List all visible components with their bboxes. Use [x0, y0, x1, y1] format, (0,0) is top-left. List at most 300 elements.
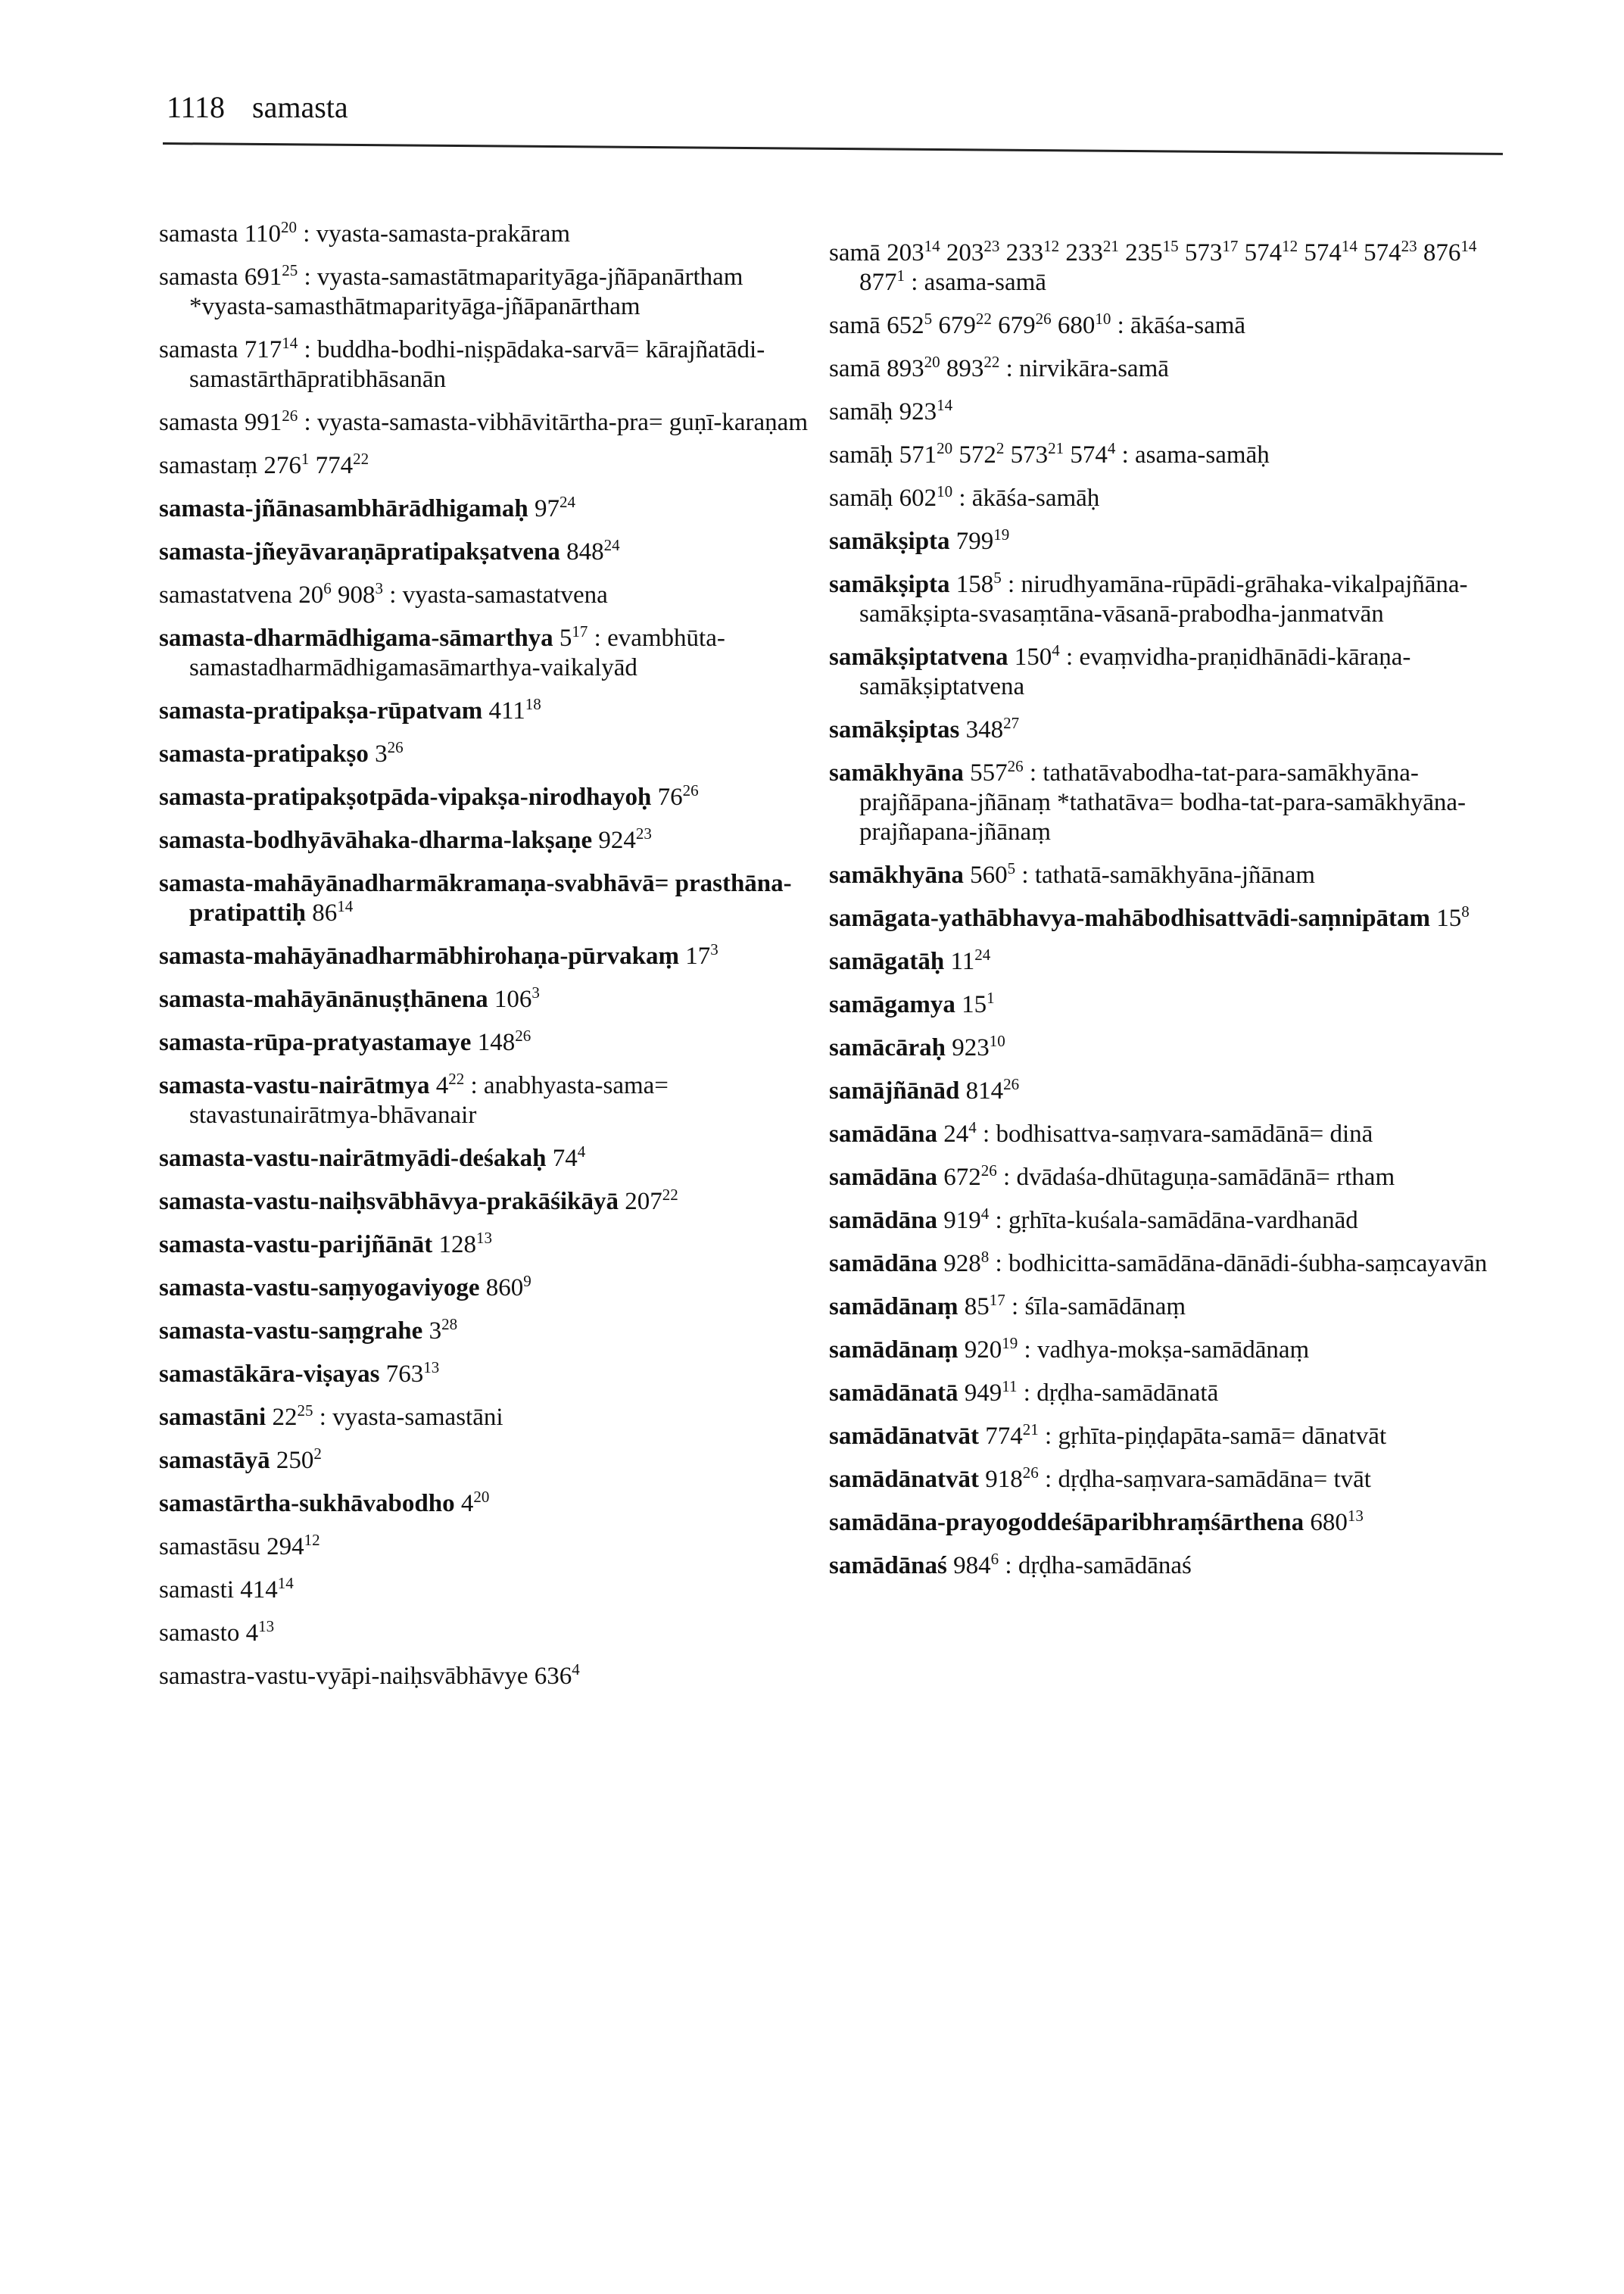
reference-page: 860	[485, 1274, 524, 1301]
reference-line: 20	[473, 1488, 490, 1506]
reference-line: 14	[282, 334, 298, 352]
entry-reference	[478, 1029, 531, 1056]
dictionary-entry	[829, 947, 1510, 977]
dictionary-entry: samākhyāna $557^{26}$ : tathatāvabodha-tat-para-samākhyāna-prajñāpana-jñānaṃ *tathatāva= bodha-tat-para-samākhyāna-prajñapana-jñānaṃ	[829, 757, 1467, 846]
dictionary-entry: samastatvena $20^6$ $908^3$ : vyasta-samastatvena	[159, 579, 608, 609]
reference-line: 5	[924, 310, 933, 328]
entry-reference	[946, 239, 1000, 266]
entry-reference	[245, 336, 298, 363]
reference-page: 207	[625, 1188, 662, 1215]
reference-line: 5	[993, 569, 1002, 587]
entry-headword: samādāna	[829, 1121, 938, 1148]
entry-headword: samasta-vastu-nairātmya	[159, 1072, 430, 1099]
reference-page: 76	[657, 784, 683, 811]
reference-line: 14	[924, 237, 940, 255]
dictionary-entry	[159, 1662, 825, 1691]
reference-page: 984	[953, 1552, 991, 1579]
reference-line: 26	[515, 1027, 531, 1045]
entry-reference	[1185, 239, 1239, 266]
entry-headword: samāgata-yathābhavya-mahābodhisattvādi-saṃnipātam	[829, 905, 1430, 932]
reference-line: 13	[258, 1617, 275, 1635]
entry-reference	[494, 983, 540, 1013]
entry-headword: samasta	[159, 409, 238, 436]
dictionary-entry	[159, 451, 825, 481]
entry-gloss: dṛḍha-saṃvara-samādāna= tvāt	[1058, 1466, 1371, 1493]
entry-headword: samastāsu	[159, 1533, 260, 1560]
entry-headword: samasta-jñānasambhārādhigamaḥ	[159, 495, 528, 522]
dictionary-entry	[159, 1144, 825, 1173]
reference-page: 574	[1070, 441, 1108, 469]
reference-page: 3	[429, 1317, 442, 1345]
entry-gloss: evaṃvidha-praṇidhānādi-kāraṇa-samākṣiptatvena	[859, 644, 1411, 700]
reference-line: 22	[662, 1186, 678, 1204]
dictionary-entry	[159, 1317, 825, 1346]
reference-page: 949	[964, 1379, 1002, 1407]
entry-reference	[461, 1490, 490, 1517]
entry-headword: samasta-pratipakṣo	[159, 740, 369, 768]
entry-gloss: dvādaśa-dhūtaguṇa-samādānā= rtham	[1016, 1164, 1395, 1191]
dictionary-entry	[159, 1028, 825, 1058]
reference-page: 4	[460, 1490, 474, 1517]
entry-reference	[899, 441, 953, 469]
reference-line: 22	[975, 310, 992, 328]
reference-page: 573	[1010, 441, 1049, 469]
reference-line: 26	[1022, 1463, 1039, 1482]
entry-reference	[1304, 239, 1357, 266]
dictionary-entry: samasta $717^{14}$ : buddha-bodhi-niṣpādaka-sarvā= kārajñatādi-samastārthāpratibhāsanān	[159, 334, 765, 393]
entry-gloss: śīla-samādānaṃ	[1024, 1293, 1186, 1320]
dictionary-entry: samasta $110^{20}$ : vyasta-samasta-prakāram	[159, 218, 571, 248]
dictionary-entry	[159, 697, 825, 726]
reference-page: 560	[970, 862, 1008, 889]
reference-line: 3	[710, 940, 718, 958]
entry-headword: samā	[829, 239, 881, 266]
reference-page: 799	[955, 528, 994, 555]
entry-reference	[1070, 441, 1115, 469]
reference-line: 11	[1002, 1377, 1018, 1395]
reference-line: 24	[560, 493, 575, 511]
entry-headword: samasta	[159, 220, 238, 248]
reference-line: 4	[572, 1660, 580, 1678]
reference-line: 21	[1048, 439, 1064, 457]
dictionary-entry	[159, 1273, 825, 1303]
dictionary-entry: samādānaṃ $920^{19}$ : vadhya-mokṣa-samādānaṃ	[829, 1334, 1310, 1364]
reference-line: 2	[996, 439, 1005, 457]
entry-reference	[488, 697, 541, 725]
dictionary-entry	[159, 494, 825, 524]
reference-page: 679	[998, 312, 1036, 339]
reference-page: 919	[943, 1207, 981, 1234]
reference-page: 672	[943, 1164, 981, 1191]
dictionary-entry	[829, 715, 1510, 745]
reference-line: 4	[980, 1205, 990, 1223]
entry-reference	[966, 716, 1020, 743]
entry-gloss: asama-samā	[924, 269, 1046, 296]
reference-line: 13	[423, 1358, 440, 1376]
entry-headword: samasta-bodhyāvāhaka-dharma-lakṣaṇe	[159, 827, 593, 854]
running-head: samasta	[252, 90, 348, 124]
entry-gloss: evambhūta-samastadharmādhigamasāmarthya-vaikalyād	[189, 625, 725, 681]
reference-page: 636	[534, 1663, 572, 1690]
dictionary-entry	[159, 740, 825, 769]
reference-line: 25	[282, 261, 298, 279]
reference-line: 12	[1282, 237, 1298, 255]
dictionary-entry	[159, 1532, 825, 1562]
reference-page: 923	[952, 1034, 990, 1061]
reference-page: 877	[859, 269, 897, 296]
entry-reference	[943, 1207, 989, 1234]
reference-line: 20	[924, 353, 940, 371]
reference-line: 24	[974, 946, 991, 964]
reference-page: 348	[965, 716, 1004, 743]
reference-page: 97	[535, 495, 560, 522]
reference-page: 680	[1310, 1509, 1348, 1536]
reference-line: 6	[990, 1550, 999, 1568]
dictionary-entry	[159, 826, 825, 856]
reference-line: 5	[1007, 859, 1016, 877]
entry-headword: samādānaṃ	[829, 1336, 959, 1364]
entry-reference	[267, 1533, 320, 1560]
entry-headword: samasta-mahāyānadharmākramaṇa-svabhāvā= prasthāna-pratipattiḥ	[159, 870, 792, 927]
dictionary-entry	[829, 1033, 1510, 1063]
reference-page: 411	[488, 697, 525, 725]
header-rule	[163, 142, 1503, 155]
reference-page: 557	[970, 759, 1008, 787]
reference-page: 5	[559, 625, 572, 652]
entry-gloss: ākāśa-samā	[1130, 312, 1246, 339]
reference-line: 14	[1460, 237, 1477, 255]
reference-page: 3	[375, 740, 388, 768]
reference-line: 26	[682, 781, 699, 799]
reference-page: 233	[1005, 239, 1044, 266]
reference-page: 106	[494, 986, 532, 1013]
dictionary-entry: samādānaṃ $85^{17}$ : śīla-samādānaṃ	[829, 1291, 1186, 1320]
reference-page: 15	[1436, 905, 1462, 932]
entry-headword: samākṣipta	[829, 528, 950, 555]
entry-headword: samādāna	[829, 1164, 938, 1191]
reference-line: 12	[304, 1531, 320, 1549]
entry-reference	[312, 899, 353, 927]
entry-gloss: vadhya-mokṣa-samādānaṃ	[1036, 1336, 1310, 1364]
entry-headword: samasta-pratipakṣa-rūpatvam	[159, 697, 483, 725]
entry-reference	[245, 263, 298, 291]
reference-page: 150	[1014, 644, 1052, 671]
entry-headword: samastākāra-viṣayas	[159, 1361, 380, 1388]
reference-page: 923	[899, 398, 937, 425]
entry-headword: samasta-vastu-saṃyogaviyoge	[159, 1274, 480, 1301]
entry-reference	[316, 452, 369, 479]
reference-page: 774	[315, 452, 354, 479]
entry-gloss: bodhicitta-samādāna-dānādi-śubha-saṃcayavān	[1008, 1250, 1488, 1277]
reference-page: 893	[946, 355, 984, 382]
entry-gloss: vyasta-samastāni	[332, 1404, 503, 1431]
entry-reference	[1065, 239, 1119, 266]
entry-headword: samasta-vastu-parijñānāt	[159, 1231, 433, 1258]
reference-line: 20	[281, 218, 297, 236]
dictionary-entry: samādāna $919^4$ : gṛhīta-kuśala-samādāna-vardhanād	[829, 1205, 1358, 1234]
entry-reference	[552, 1142, 586, 1172]
entry-headword: samāḥ	[829, 485, 893, 512]
dictionary-entry	[159, 1489, 825, 1519]
reference-page: 573	[1184, 239, 1223, 266]
entry-reference	[1011, 441, 1064, 469]
reference-page: 691	[244, 263, 282, 291]
entry-gloss: dṛḍha-samādānatā	[1036, 1379, 1219, 1407]
reference-page: 717	[244, 336, 282, 363]
dictionary-entry: samādānatvāt $918^{26}$ : dṛḍha-saṃvara-samādāna= tvāt	[829, 1463, 1371, 1493]
entry-reference	[950, 948, 990, 975]
reference-page: 652	[887, 312, 924, 339]
reference-line: 22	[448, 1070, 465, 1088]
entry-reference	[1310, 1509, 1364, 1536]
reference-line: 8	[1461, 902, 1470, 921]
reference-line: 4	[968, 1118, 977, 1136]
entry-headword: samāḥ	[829, 441, 893, 469]
entry-headword: samasta	[159, 336, 238, 363]
dictionary-entry	[159, 1619, 825, 1648]
reference-page: 22	[272, 1404, 298, 1431]
reference-line: 19	[993, 525, 1010, 544]
reference-line: 3	[375, 579, 383, 597]
reference-line: 9	[523, 1272, 531, 1290]
reference-page: 11	[950, 948, 975, 975]
reference-page: 203	[946, 239, 984, 266]
entry-reference	[943, 1250, 989, 1277]
reference-page: 893	[887, 355, 924, 382]
entry-gloss: buddha-bodhi-niṣpādaka-sarvā= kārajñatādi-samastārthāpratibhāsanān	[189, 336, 765, 393]
dictionary-entry: samā $203^{14}$ $203^{23}$ $233^{12}$ $233^{21}$ $235^{15}$ $573^{17}$ $574^{12}$ $574^{14}$ $574^{23}$ $876^{14}$ $877^1$ : asama-samā	[829, 237, 1477, 296]
right-column	[829, 238, 1510, 1594]
reference-page: 276	[263, 452, 301, 479]
reference-line: 22	[983, 353, 1000, 371]
entry-gloss: vyasta-samastātmaparityāga-jñāpanārtham *vyasta-samasthātmaparityāga-jñāpanārtham	[189, 263, 743, 320]
reference-line: 15	[1162, 237, 1179, 255]
entry-reference	[952, 1034, 1005, 1061]
dictionary-entry: samādānatvāt $774^{21}$ : gṛhīta-piṇḍapāta-samā= dānatvāt	[829, 1420, 1387, 1450]
dictionary-entry: samā $893^{20}$ $893^{22}$ : nirvikāra-samā	[829, 353, 1169, 382]
reference-line: 1	[301, 450, 310, 468]
reference-page: 203	[887, 239, 924, 266]
reference-line: 4	[1107, 439, 1116, 457]
entry-headword: samācāraḥ	[829, 1034, 946, 1061]
reference-page: 928	[943, 1250, 981, 1277]
reference-line: 17	[1222, 237, 1239, 255]
reference-page: 86	[312, 899, 338, 927]
entry-headword: samā	[829, 355, 881, 382]
reference-page: 908	[337, 581, 376, 609]
reference-page: 574	[1304, 239, 1342, 266]
reference-line: 10	[989, 1032, 1005, 1050]
entry-reference	[955, 525, 1010, 555]
entry-headword: samastāni	[159, 1404, 267, 1431]
entry-reference	[598, 824, 652, 854]
entry-headword: samasta	[159, 263, 238, 291]
entry-headword: samādāna	[829, 1250, 938, 1277]
page-number: 1118	[167, 90, 226, 124]
reference-line: 20	[937, 439, 953, 457]
reference-page: 991	[244, 409, 282, 436]
entry-reference	[657, 781, 699, 811]
entry-reference	[899, 398, 953, 425]
reference-page: 235	[1125, 239, 1163, 266]
entry-reference	[245, 409, 298, 436]
reference-line: 27	[1003, 714, 1020, 732]
entry-headword: samādāna	[829, 1207, 938, 1234]
entry-reference	[438, 1231, 492, 1258]
entry-headword: samāgatāḥ	[829, 948, 945, 975]
entry-reference	[535, 495, 575, 522]
entry-headword: samasto	[159, 1619, 240, 1647]
reference-page: 128	[438, 1231, 476, 1258]
page-header	[167, 89, 348, 125]
entry-reference	[429, 1317, 458, 1345]
reference-page: 24	[943, 1121, 969, 1148]
dictionary-entry	[159, 1576, 825, 1605]
entry-reference	[985, 1420, 1039, 1450]
entry-headword: samastaṃ	[159, 452, 258, 479]
entry-reference	[385, 1358, 440, 1388]
entry-reference	[1058, 312, 1111, 339]
entry-headword: samākhyāna	[829, 862, 964, 889]
dictionary-entry: samāḥ $571^{20}$ $572^2$ $573^{21}$ $574^4$ : asama-samāḥ	[829, 439, 1270, 469]
entry-reference	[1006, 239, 1060, 266]
reference-line: 12	[1043, 237, 1060, 255]
entry-headword: samasta-vastu-naiḥsvābhāvya-prakāśikāyā	[159, 1188, 619, 1215]
entry-reference	[486, 1274, 531, 1301]
entry-headword: samasta-vastu-saṃgrahe	[159, 1317, 423, 1345]
entry-reference	[943, 1118, 977, 1148]
entry-reference	[559, 622, 588, 652]
entry-headword: samastāyā	[159, 1447, 270, 1474]
entry-headword: samādānaṃ	[829, 1293, 959, 1320]
reference-line: 22	[353, 450, 369, 468]
entry-gloss: tathatā-samākhyāna-jñānam	[1034, 862, 1315, 889]
entry-reference	[338, 581, 383, 609]
entry-headword: samājñānād	[829, 1077, 960, 1105]
entry-reference	[970, 759, 1024, 787]
dictionary-entry	[159, 1230, 825, 1260]
entry-reference	[965, 1336, 1018, 1364]
entry-headword: samādānatā	[829, 1379, 959, 1407]
reference-page: 602	[899, 485, 937, 512]
reference-line: 28	[441, 1315, 458, 1333]
reference-line: 4	[577, 1142, 586, 1161]
entry-headword: samasta-rūpa-pratyastamaye	[159, 1029, 472, 1056]
entry-reference	[1014, 641, 1060, 671]
dictionary-entry	[159, 1446, 825, 1476]
dictionary-entry	[829, 1077, 1510, 1106]
reference-line: 17	[572, 622, 588, 641]
entry-reference	[943, 1161, 997, 1191]
dictionary-entry	[159, 869, 825, 928]
reference-page: 233	[1065, 239, 1103, 266]
reference-line: 14	[337, 897, 354, 915]
entry-reference	[436, 1072, 465, 1099]
dictionary-entry: samasta-vastu-nairātmya $4^{22}$ : anabhyasta-sama= stavastunairātmya-bhāvanair	[159, 1070, 669, 1129]
entry-reference	[966, 1077, 1020, 1105]
entry-reference	[998, 312, 1052, 339]
reference-line: 18	[525, 695, 541, 713]
reference-line: 26	[1003, 1075, 1020, 1093]
dictionary-entry: samādāna $672^{26}$ : dvādaśa-dhūtaguṇa-samādānā= rtham	[829, 1161, 1395, 1191]
dictionary-entry: samasta $991^{26}$ : vyasta-samasta-vibhāvitārtha-pra= guṇī-karaṇam	[159, 407, 808, 436]
reference-page: 74	[552, 1145, 578, 1172]
reference-line: 26	[387, 738, 404, 756]
entry-headword: samasta-pratipakṣotpāda-vipakṣa-nirodhayoḥ	[159, 784, 652, 811]
reference-line: 13	[475, 1229, 492, 1247]
dictionary-entry	[829, 397, 1510, 427]
entry-gloss: asama-samāḥ	[1134, 441, 1270, 469]
reference-page: 574	[1244, 239, 1283, 266]
reference-line: 3	[531, 983, 540, 1002]
left-column	[159, 220, 825, 1705]
entry-gloss: nirudhyamāna-rūpādi-grāhaka-vikalpajñāna-samākṣipta-svasaṃtāna-vāsanā-prabodha-janmatvān	[859, 571, 1468, 628]
dictionary-entry: samādānatā $949^{11}$ : dṛḍha-samādānatā	[829, 1377, 1219, 1407]
entry-reference	[246, 1619, 275, 1647]
entry-headword: samākṣiptatvena	[829, 644, 1008, 671]
entry-reference	[985, 1463, 1039, 1493]
entry-headword: samasta-dharmādhigama-sāmarthya	[159, 625, 553, 652]
reference-page: 148	[477, 1029, 516, 1056]
reference-line: 25	[297, 1401, 313, 1420]
entry-gloss: anabhyasta-sama= stavastunairātmya-bhāvanair	[189, 1072, 669, 1129]
reference-line: 23	[635, 824, 652, 843]
reference-page: 294	[267, 1533, 304, 1560]
entry-reference	[298, 581, 332, 609]
reference-line: 24	[603, 536, 620, 554]
entry-reference	[276, 1447, 322, 1474]
entry-reference	[1245, 239, 1298, 266]
reference-line: 8	[980, 1248, 990, 1266]
dictionary-entry	[159, 942, 825, 971]
entry-reference	[953, 1552, 999, 1579]
dictionary-entry: samādāna $24^4$ : bodhisattva-saṃvara-samādānā= dinā	[829, 1118, 1373, 1148]
reference-page: 679	[938, 312, 976, 339]
entry-reference	[272, 1401, 313, 1431]
entry-reference	[566, 538, 620, 566]
reference-line: 10	[1095, 310, 1111, 328]
reference-page: 110	[244, 220, 281, 248]
reference-line: 1	[987, 989, 995, 1007]
dictionary-entry	[829, 1508, 1510, 1538]
entry-headword: samastra-vastu-vyāpi-naiḥsvābhāvye	[159, 1663, 528, 1690]
reference-page: 572	[959, 441, 996, 469]
entry-reference	[375, 740, 404, 768]
reference-page: 17	[685, 943, 711, 970]
reference-page: 876	[1423, 239, 1461, 266]
entry-headword: samasta-mahāyānadharmābhirohaṇa-pūrvakaṃ	[159, 943, 680, 970]
reference-line: 26	[282, 407, 298, 425]
reference-page: 763	[385, 1361, 424, 1388]
entry-reference	[965, 1379, 1018, 1407]
entry-gloss: gṛhīta-piṇḍapāta-samā= dānatvāt	[1058, 1423, 1387, 1450]
dictionary-entry	[159, 985, 825, 1015]
reference-line: 1	[896, 266, 905, 285]
reference-line: 23	[983, 237, 1000, 255]
reference-line: 2	[313, 1445, 322, 1463]
entry-headword: samasti	[159, 1576, 234, 1604]
entry-headword: samākṣipta	[829, 571, 950, 598]
entry-headword: samādānatvāt	[829, 1466, 980, 1493]
entry-gloss: vyasta-samastatvena	[402, 581, 608, 609]
entry-headword: samasta-vastu-nairātmyādi-deśakaḥ	[159, 1145, 547, 1172]
entry-reference	[887, 355, 940, 382]
reference-page: 924	[598, 827, 636, 854]
dictionary-entry	[159, 1187, 825, 1217]
reference-page: 574	[1364, 239, 1401, 266]
entry-headword: samākṣiptas	[829, 716, 960, 743]
reference-page: 15	[962, 991, 987, 1018]
